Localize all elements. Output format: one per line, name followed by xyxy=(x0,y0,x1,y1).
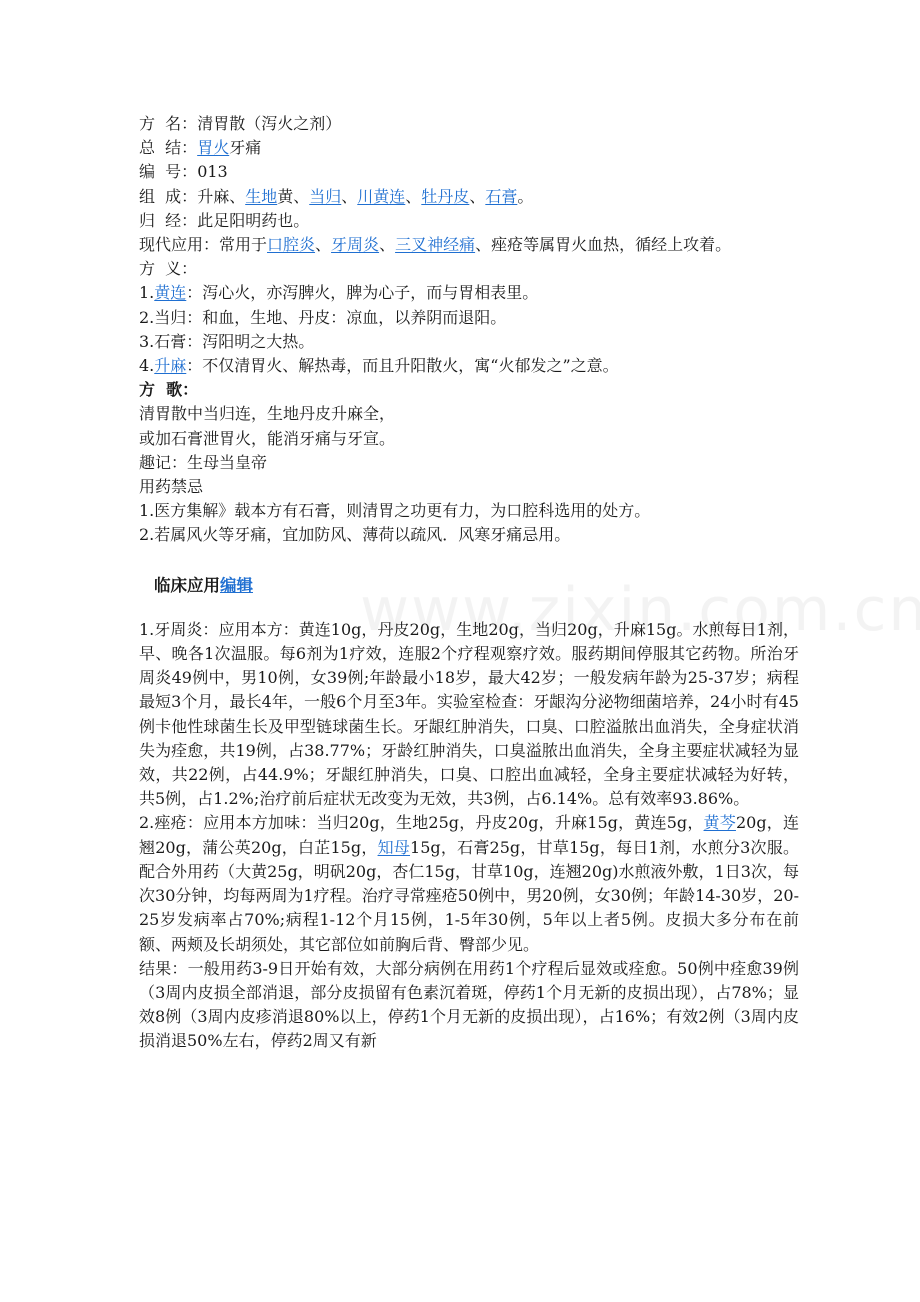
clinical-2-text-a: 2.痤疮：应用本方加味：当归20g，生地25g，丹皮20g，升麻15g，黄连5g， xyxy=(139,813,704,833)
number-label: 编 号： xyxy=(139,162,198,182)
meaning-1-text: ：泻心火，亦泻脾火，脾为心子，而与胃相表里。 xyxy=(186,283,539,303)
link-ya-zhou-yan[interactable]: 牙周炎 xyxy=(331,235,380,255)
link-dang-gui[interactable]: 当归 xyxy=(309,186,342,206)
song-label: 方 歌： xyxy=(139,380,199,400)
formula-name-row xyxy=(139,112,799,136)
taboo-label: 用药禁忌 xyxy=(139,477,204,497)
clinical-2-text-c: 15g，石膏25g，甘草15g，每日1剂，水煎分3次服。配合外用药（大黄25g，明矾20g，杏仁15g，甘草10g，连翘20g)水煎液外敷，1日3次，每次30分钟，均每两周为1疗程。治疗寻常痤疮50例中，男20例，女30例；年龄14-30岁，20-25岁发病率占70%;病程1-12个月15例，1-5年30例，5年以上者5例。皮损大多分布在前额、两颊及长胡须处，其它部位如前胸后背、臀部少见。 xyxy=(139,837,799,954)
link-huang-qin[interactable]: 黄芩 xyxy=(703,813,736,833)
edit-link[interactable]: 编辑 xyxy=(220,575,253,595)
composition-text: 黄、 xyxy=(277,186,310,206)
modern-use-sep: 、 xyxy=(315,235,332,255)
clinical-paragraph-3: 结果：一般用药3-9日开始有效，大部分病例在用药1个疗程后显效或痊愈。50例中痊愈39例（3周内皮损全部消退，部分皮损留有色素沉着斑，停药1个月无新的皮损出现），占78%；显效8例（3周内皮疹消退80%以上，停药1个月无新的皮损出现），占16%；有效2例（3周内皮损消退50%左右，停药2周又有新 xyxy=(139,958,799,1051)
link-zhi-mu[interactable]: 知母 xyxy=(377,837,411,857)
composition-end: 。 xyxy=(517,186,534,206)
formula-name-value: 清胃散（泻火之剂） xyxy=(197,114,342,133)
taboo-item-1: 1.医方集解》载本方有石膏，则清胃之功更有力，为口腔科选用的处方。 xyxy=(139,501,651,521)
mnemonic: 趣记：生母当皇帝 xyxy=(139,452,268,472)
link-chuan-huang-lian[interactable]: 川黄连 xyxy=(357,186,406,206)
composition-sep: 、 xyxy=(469,186,486,206)
meaning-label: 方 义： xyxy=(139,259,198,279)
composition-row xyxy=(139,185,799,209)
meaning-item-3: 3.石膏：泻阳明之大热。 xyxy=(139,331,315,351)
composition-sep: 、 xyxy=(405,186,422,206)
modern-use-sep: 、 xyxy=(379,235,396,255)
meaning-4-text: ：不仅清胃火、解热毒，而且升阳散火，寓“火郁发之”之意。 xyxy=(186,356,619,376)
modern-use-rest: 、痤疮等属胃火血热，循经上攻着。 xyxy=(475,235,732,255)
modern-use-label: 现代应用：常用于 xyxy=(139,235,268,255)
clinical-2-text-b: 20g，连翘20g，蒲公英20g，白芷15g， xyxy=(139,813,799,857)
summary-rest: 牙痛 xyxy=(229,138,262,158)
link-sheng-di[interactable]: 生地 xyxy=(245,186,278,206)
link-huang-lian[interactable]: 黄连 xyxy=(154,283,187,303)
number-value: 013 xyxy=(197,162,228,182)
document-page xyxy=(139,112,799,1054)
link-mu-dan-pi[interactable]: 牡丹皮 xyxy=(421,186,470,206)
link-shi-gao[interactable]: 石膏 xyxy=(485,186,518,206)
composition-sep: 、 xyxy=(341,186,358,206)
formula-name-label: 方 名： xyxy=(139,114,198,133)
meaning-item-2: 2.当归：和血，生地、丹皮：凉血，以养阴而退阳。 xyxy=(139,307,507,327)
taboo-item-2: 2.若属风火等牙痛，宜加防风、薄荷以疏风．风寒牙痛忌用。 xyxy=(139,525,571,545)
section-heading xyxy=(139,574,799,598)
clinical-paragraph-1: 1.牙周炎：应用本方：黄连10g，丹皮20g，生地20g，当归20g，升麻15g。水煎每日1剂，早、晚各1次温服。每6剂为1疗效，连服2个疗程观察疗效。服药期间停服其它药物。所治牙周炎49例中，男10例，女39例;年龄最小18岁，最大42岁；一般发病年龄为25-37岁；病程最短3个月，最长4年，一般6个月至3年。实验室检查：牙龈沟分泌物细菌培养，24小时有45例卡他性球菌生长及甲型链球菌生长。牙龈红肿消失，口臭、口腔溢脓出血消失，全身症状消失为痊愈，共19例，占38.77%；牙龄红肿消失，口臭溢脓出血消失，全身主要症状减轻为显效，共22例，占44.9%；牙龈红肿消失，口臭、口腔出血减轻，全身主要症状减轻为好转，共5例，占1.2%;治疗前后症状无改变为无效，共3例，占6.14%。总有效率93.86%。 xyxy=(139,619,799,809)
link-kou-qiang-yan[interactable]: 口腔炎 xyxy=(267,235,316,255)
summary-row xyxy=(139,136,799,160)
link-san-cha-shen-jing-tong[interactable]: 三叉神经痛 xyxy=(395,235,476,255)
meaning-1-num: 1. xyxy=(139,283,155,303)
meaning-item-4 xyxy=(139,354,799,378)
summary-label: 总 结： xyxy=(139,138,198,158)
section-title: 临床应用 xyxy=(154,575,220,595)
song-line-1: 清胃散中当归连，生地丹皮升麻全， xyxy=(139,404,396,424)
link-wei-huo[interactable]: 胃火 xyxy=(197,138,230,158)
composition-label: 组 成： xyxy=(139,186,198,206)
meridian-row xyxy=(139,209,799,233)
song-line-2: 或加石膏泄胃火，能消牙痛与牙宣。 xyxy=(139,428,396,448)
link-sheng-ma[interactable]: 升麻 xyxy=(154,356,187,376)
modern-use-row xyxy=(139,233,799,257)
meridian-label: 归 经： xyxy=(139,210,198,230)
number-row xyxy=(139,160,799,184)
meaning-item-1 xyxy=(139,281,799,305)
composition-text: 升麻、 xyxy=(197,186,246,206)
meridian-value: 此足阳明药也。 xyxy=(197,210,310,230)
meaning-4-num: 4. xyxy=(139,356,155,376)
clinical-paragraph-2 xyxy=(139,811,799,956)
